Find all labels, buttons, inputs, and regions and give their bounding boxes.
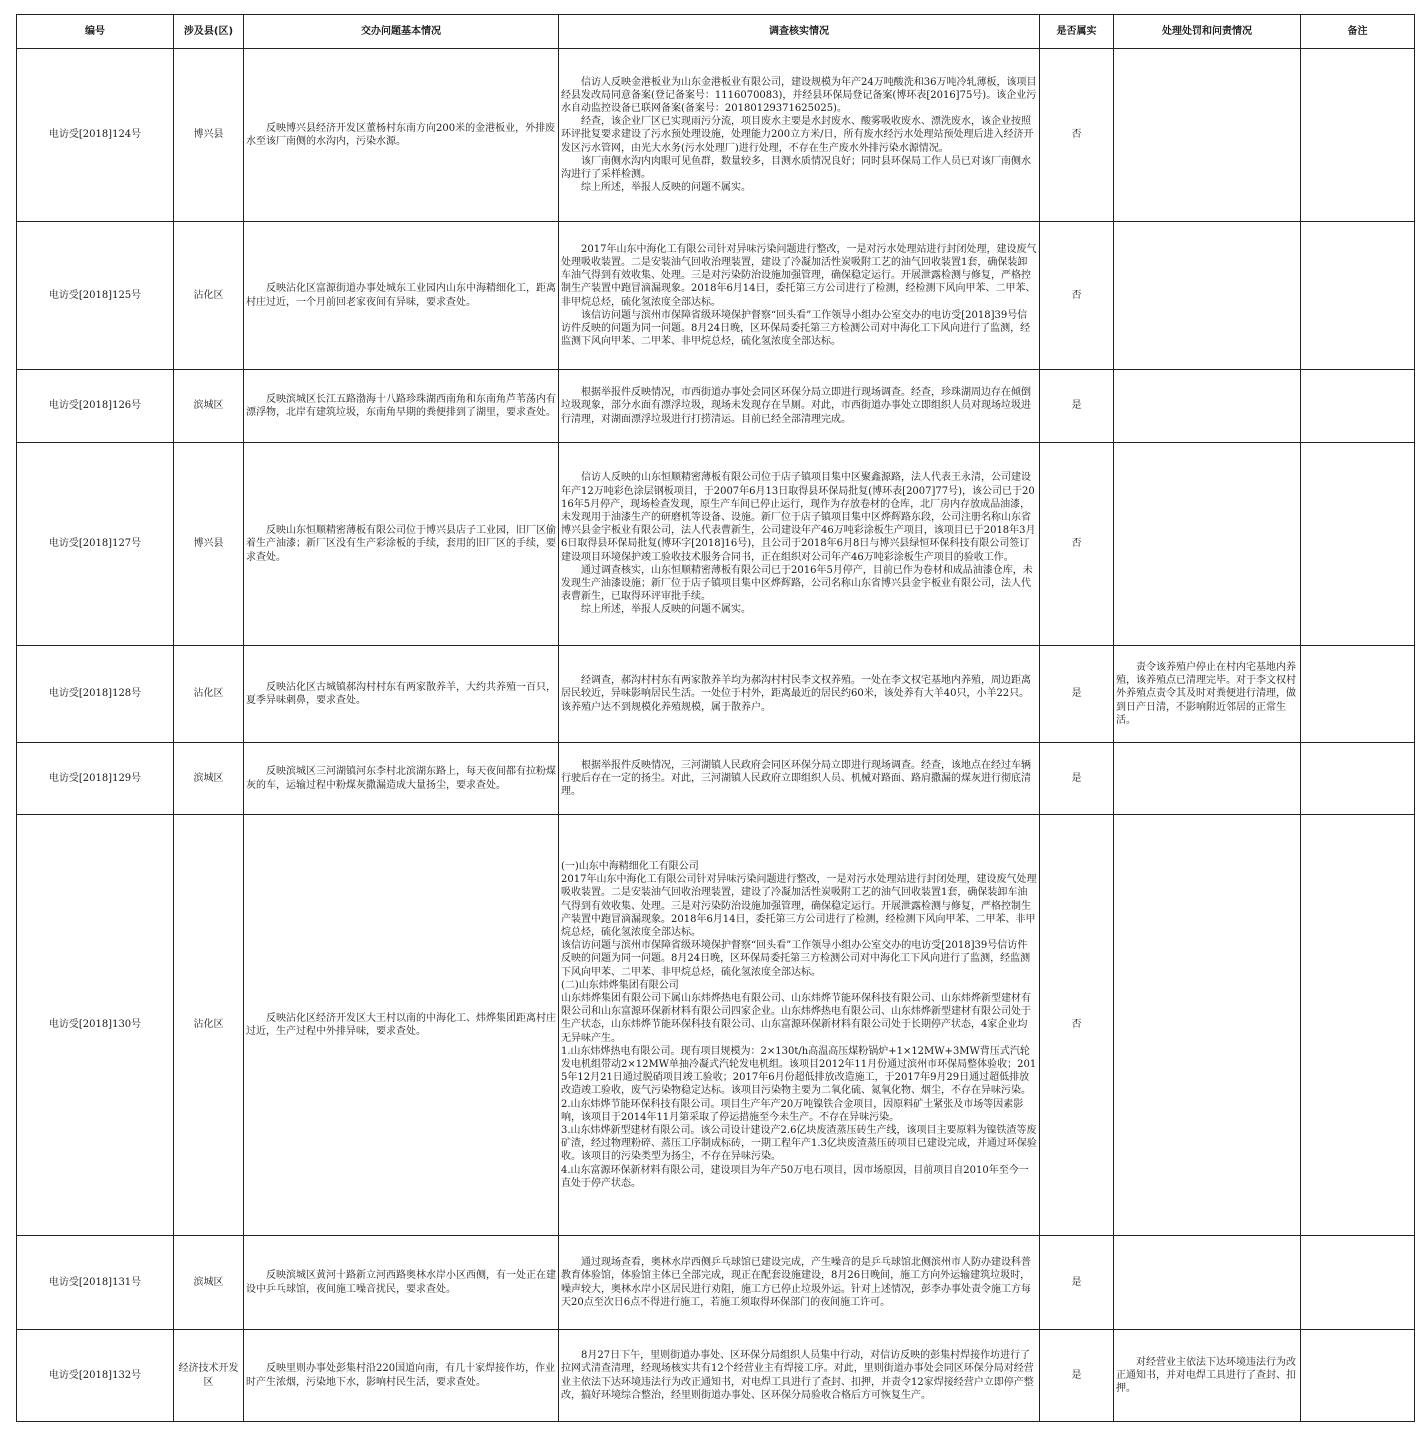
table-row: [17, 815, 1415, 1236]
issue-summary: [244, 370, 559, 443]
verification-paragraph: 3.山东炜烨新型建材有限公司。该公司设计建设产2.6亿块废渣蒸压砖生产线，该项目主要原料为镍铁渣等废矿渣，经过物理粉碎、蒸压工序制成标砖，一期工程年产1.3亿块废渣蒸压砖项目已建设完成，并通过环保验收。该项目的污染类型为扬尘，不存在异味污染。: [561, 1125, 1037, 1163]
verification-details: [559, 646, 1040, 743]
penalty-text: 责令该养殖户停止在村内宅基地内养殖，该养殖点已清理完毕。对于李文权村外养殖点责令其及时对粪便进行清理，做到日产日清，不影响附近邻居的正常生活。: [1116, 661, 1296, 726]
issue-summary: [244, 1236, 559, 1330]
verification-details: [559, 1330, 1040, 1422]
is-true-flag: 是: [1040, 1236, 1114, 1330]
penalty-and-accountability: [1114, 646, 1301, 743]
case-id: 电访受[2018]131号: [17, 1236, 174, 1330]
penalty-and-accountability: [1114, 1236, 1301, 1330]
county: 博兴县: [174, 443, 244, 646]
verification-details: [559, 1236, 1040, 1330]
table-row: [17, 743, 1415, 815]
remarks: [1301, 443, 1415, 646]
county: 经济技术开发区: [174, 1330, 244, 1422]
county: 沾化区: [174, 222, 244, 370]
is-true-flag: 否: [1040, 443, 1114, 646]
penalty-and-accountability: [1114, 49, 1301, 222]
verification-paragraph: (二)山东炜烨集团有限公司: [561, 979, 679, 991]
verification-paragraph: 2017年山东中海化工有限公司针对异味污染问题进行整改，一是对污水处理站进行封闭处理，建设废气处理吸收装置。二是安装油气回收治理装置，建设了冷凝加活性炭吸附工艺的油气回收装置1套，确保装卸车油气得到有效收集、处理。三是对污染防治设施加强管理，确保稳定运行。开展泄露检测与修复，严格控制生产装置中跑冒滴漏现象。2018年6月14日，委托第三方公司进行了检测，经检测下风向甲苯、二甲苯、非甲烷总烃，硫化氢浓度全部达标。: [561, 243, 1037, 308]
case-id: 电访受[2018]125号: [17, 222, 174, 370]
verification-paragraph: 该信访问题与滨州市保障省级环境保护督察“回头看”工作领导小组办公室交办的电访受[2018]39号信访件反映的问题为同一问题。8月24日晚，区环保局委托第三方检测公司对中海化工下风向进行了监测，经监测下风向甲苯、二甲苯、非甲烷总烃，硫化氢浓度全部达标。: [561, 309, 1031, 348]
case-id: 电访受[2018]124号: [17, 49, 174, 222]
table-body: [17, 49, 1415, 1422]
issue-summary: [244, 443, 559, 646]
verification-paragraph: 经查，该企业厂区已实现雨污分流，项目废水主要是水封废水、酸雾吸收废水、漂洗废水，该企业按照环评批复要求建设了污水预处理设施，处理能力200立方米/日，所有废水经污水处理站预处理后进入经济开发区污水管网，由光大水务(污水处理厂)进行处理，不存在生产废水外排污染水源情况。: [561, 116, 1034, 154]
issue-text: 反映滨城区长江五路渤海十八路珍珠湖西南角和东南角芦苇荡内有漂浮物，北岸有建筑垃圾，东南角早期的粪便排到了湖里，要求查处。: [246, 393, 556, 418]
penalty-text: 对经营业主依法下达环境违法行为改正通知书，并对电焊工具进行了查封、扣押。: [1116, 1356, 1296, 1395]
issue-text: 反映滨城区黄河十路新立河西路奥林水岸小区西侧，有一处正在建设中乒乓球馆，夜间施工噪音扰民，要求查处。: [246, 1270, 556, 1295]
is-true-flag: 是: [1040, 646, 1114, 743]
issue-text: 反映博兴县经济开发区董杨村东南方向200米的金港板业，外排废水至该厂南侧的水沟内，污染水源。: [246, 122, 556, 147]
is-true-flag: 否: [1040, 815, 1114, 1236]
verification-details: [559, 443, 1040, 646]
col-header-real: 是否属实: [1040, 15, 1114, 49]
table-row: [17, 370, 1415, 443]
remarks: [1301, 743, 1415, 815]
penalty-and-accountability: [1114, 370, 1301, 443]
verification-paragraph: 综上所述，举报人反映的问题不属实。: [581, 182, 751, 194]
verification-details: [559, 222, 1040, 370]
remarks: [1301, 222, 1415, 370]
remarks: [1301, 815, 1415, 1236]
county: 滨城区: [174, 370, 244, 443]
remarks: [1301, 370, 1415, 443]
issue-text: 反映里则办事处彭集村沿220国道向南，有几十家焊接作坊，作业时产生浓烟，污染地下水，影响村民生活，要求查处。: [246, 1363, 556, 1388]
case-id: 电访受[2018]132号: [17, 1330, 174, 1422]
county: 沾化区: [174, 815, 244, 1236]
table-row: [17, 222, 1415, 370]
issue-summary: [244, 815, 559, 1236]
is-true-flag: 否: [1040, 222, 1114, 370]
remarks: [1301, 1330, 1415, 1422]
is-true-flag: 是: [1040, 370, 1114, 443]
issue-text: 反映山东恒顺精密薄板有限公司位于博兴县店子工业园，旧厂区偷着生产油漆；新厂区没有生产彩涂板的手续，套用的旧厂区的手续，要求查处。: [246, 525, 556, 563]
verification-paragraph: 综上所述，举报人反映的问题不属实。: [581, 604, 751, 616]
issue-summary: [244, 646, 559, 743]
verification-paragraph: 山东炜烨集团有限公司下属山东炜烨热电有限公司、山东炜烨节能环保科技有限公司、山东炜烨新型建材有限公司和山东富源环保新材料有限公司四家企业。山东炜烨热电有限公司、山东炜烨新型建材有限公司处于生产状态，山东炜烨节能环保科技有限公司、山东富源环保新材料有限公司处于长期停产状态，4家企业均无异味产生。: [561, 992, 1031, 1044]
issue-summary: [244, 1330, 559, 1422]
issue-text: 反映滨城区三河湖镇河东李村北滨湖东路上，每天夜间都有拉粉煤灰的车，运输过程中粉煤灰撒漏造成大量扬尘，要求查处。: [246, 766, 556, 791]
penalty-and-accountability: [1114, 815, 1301, 1236]
header-row: [17, 15, 1415, 49]
penalty-and-accountability: [1114, 743, 1301, 815]
verification-paragraph: 1.山东炜烨热电有限公司。现有项目规模为：2×130t/h高温高压煤粉锅炉+1×12MW+3MW背压式汽轮发电机组带动2×12MW单抽冷凝式汽轮发电机组。该项目2012年11月份通过滨州市环保局整体验收；2015年12月21日通过脱硝项目竣工验收；2017年6月份超低排放改造施工，于2017年9月29日通过超低排放改造竣工验收，废气污染物稳定达标。该项目污染物主要为二氧化硫、氮氧化物、烟尘，不存在异味污染。: [561, 1045, 1037, 1097]
verification-paragraph: 2.山东炜烨节能环保科技有限公司。项目生产年产20万吨镍铁合金项目，因原料矿土紧张及市场等因素影响，该项目于2014年11月第采取了停运措施至今未生产。不存在异味污染。: [561, 1098, 1024, 1123]
table-row: [17, 646, 1415, 743]
case-id: 电访受[2018]128号: [17, 646, 174, 743]
verification-paragraph: 经调查，郝沟村村东有两家散养羊均为郝沟村村民李文权养殖。一处在李文权宅基地内养殖，周边距离居民较近，异味影响居民生活。一处位于村外，距离最近的居民约60米，该处养有大羊40只，小羊22只。该养殖户达不到规模化养殖规模，属于散养户。: [561, 675, 1031, 713]
verification-paragraph: 根据举报件反映情况，三河湖镇人民政府会同区环保分局立即进行现场调查。经查，该地点在经过车辆行驶后存在一定的扬尘。对此，三河湖镇人民政府立即组织人员、机械对路面、路肩撒漏的煤灰进行彻底清理。: [561, 759, 1031, 798]
case-id: 电访受[2018]129号: [17, 743, 174, 815]
verification-details: [559, 49, 1040, 222]
penalty-and-accountability: [1114, 1330, 1301, 1422]
verification-paragraph: 8月27日下午，里则街道办事处、区环保分局组织人员集中行动，对信访反映的彭集村焊接作坊进行了拉网式清查清理，经现场核实共有12个经营业主有焊接工序。对此，里则街道办事处会同区环保分局对经营业主依法下达环境违法行为改正通知书，对电焊工具进行了查封、扣押，并责令12家焊接经营户立即停产整改，搞好环境综合整治，经里则街道办事处、区环保分局验收合格后方可恢复生产。: [561, 1350, 1034, 1401]
table-row: [17, 1330, 1415, 1422]
is-true-flag: 否: [1040, 49, 1114, 222]
remarks: [1301, 49, 1415, 222]
report-sheet: [16, 14, 1414, 1422]
verification-paragraph: 4.山东富源环保新材料有限公司，建设项目为年产50万电石项目，因市场原因，目前项目自2010年至今一直处于停产状态。: [561, 1164, 1029, 1189]
verification-paragraph: 2017年山东中海化工有限公司针对异味污染问题进行整改，一是对污水处理站进行封闭处理，建设废气处理吸收装置。二是安装油气回收治理装置，建设了冷凝加活性炭吸附工艺的油气回收装置1套，确保装卸车油气得到有效收集、处理。三是对污染防治设施加强管理，确保稳定运行。开展泄露检测与修复，严格控制生产装置中跑冒滴漏现象。2018年6月14日，委托第三方公司进行了检测，经检测下风向甲苯、二甲苯、非甲烷总烃，硫化氢浓度全部达标。: [561, 874, 1037, 938]
col-header-note: 备注: [1301, 15, 1415, 49]
table-row: [17, 1236, 1415, 1330]
remarks: [1301, 646, 1415, 743]
county: 滨城区: [174, 743, 244, 815]
county: 沾化区: [174, 646, 244, 743]
col-header-issue: 交办问题基本情况: [244, 15, 559, 49]
is-true-flag: 是: [1040, 1330, 1114, 1422]
col-header-county: 涉及县(区): [174, 15, 244, 49]
county: 博兴县: [174, 49, 244, 222]
verification-paragraph: 该厂南侧水沟内肉眼可见鱼群，数量较多，目测水质情况良好；同时县环保局工作人员已对该厂南侧水沟进行了采样检测。: [561, 155, 1031, 180]
issue-summary: [244, 222, 559, 370]
verification-details: [559, 815, 1040, 1236]
petition-table: [16, 14, 1415, 1422]
case-id: 电访受[2018]130号: [17, 815, 174, 1236]
issue-summary: [244, 743, 559, 815]
verification-paragraph: 该信访问题与滨州市保障省级环境保护督察“回头看”工作领导小组办公室交办的电访受[2018]39号信访件反映的问题为同一问题。8月24日晚，区环保局委托第三方检测公司对中海化工下风向进行了监测，经监测下风向甲苯、二甲苯、非甲烷总烃，硫化氢浓度全部达标。: [561, 940, 1031, 978]
issue-text: 反映沾化区古城镇郝沟村村东有两家散养羊，大约共养殖一百只，夏季异味刺鼻，要求查处。: [246, 681, 556, 706]
col-header-verify: 调查核实情况: [559, 15, 1040, 49]
case-id: 电访受[2018]127号: [17, 443, 174, 646]
verification-paragraph: (一)山东中海精细化工有限公司: [561, 860, 699, 872]
verification-paragraph: 通过调查核实，山东恒顺精密薄板有限公司已于2016年5月停产，目前已作为卷材和成品油漆仓库，未发现生产油漆设施；新厂位于店子镇项目集中区烨辉路，公司名称山东省博兴县金宇板业有限公司，法人代表曹新生，已取得环评审批手续。: [561, 564, 1033, 603]
table-row: [17, 443, 1415, 646]
issue-text: 反映沾化区经济开发区大王村以南的中海化工、炜烨集团距离村庄过近，生产过程中外排异味，要求查处。: [246, 1012, 556, 1037]
issue-summary: [244, 49, 559, 222]
penalty-and-accountability: [1114, 222, 1301, 370]
col-header-penalty: 处理处罚和问责情况: [1114, 15, 1301, 49]
verification-paragraph: 通过现场查看，奥林水岸西侧乒乓球馆已建设完成，产生噪音的是乒乓球馆北侧滨州市人防办建设科普教育体验馆，体验馆主体已全部完成，现正在配套设施建设，8月26日晚间，施工方向外运输建筑垃圾时，噪声较大，奥林水岸小区居民进行劝阻，施工方已停止垃圾外运。针对上述情况，彭李办事处责令施工方每天20点至次日6点不得进行施工，若施工须取得环保部门的夜间施工许可。: [561, 1257, 1031, 1308]
remarks: [1301, 1236, 1415, 1330]
verification-details: [559, 370, 1040, 443]
penalty-and-accountability: [1114, 443, 1301, 646]
verification-details: [559, 743, 1040, 815]
col-header-id: 编号: [17, 15, 174, 49]
verification-paragraph: 信访人反映金港板业为山东金港板业有限公司，建设规模为年产24万吨酸洗和36万吨冷轧薄板，该项目经县发改局同意备案(登记备案号：1116070083)，并经县环保局登记备案(博环表[2016]75号)。该企业污水自动监控设备已联网备案(备案号：20180129371625025)。: [561, 76, 1037, 114]
issue-text: 反映沾化区富源街道办事处城东工业园内山东中海精细化工，距离村庄过近，一个月前回老家夜间有异味，要求查处。: [246, 283, 556, 308]
county: 滨城区: [174, 1236, 244, 1330]
table-row: [17, 49, 1415, 222]
is-true-flag: 是: [1040, 743, 1114, 815]
verification-paragraph: 信访人反映的山东恒顺精密薄板有限公司位于店子镇项目集中区聚鑫源路，法人代表王永清，公司建设年产12万吨彩色涂层钢板项目，于2007年6月13日取得县环保局批复(博环表[2007]77号)，该公司已于2016年5月停产，现场检查发现，原生产车间已停止运行，现作为存放卷材的仓库，北厂房内存放成品油漆，未发现用于油漆生产的研磨机等设备、设施。新厂位于店子镇项目集中区烨辉路东段，公司注册名称山东省博兴县金宇板业有限公司，法人代表曹新生，公司建设年产46万吨彩涂板生产项目，该项目已于2018年3月6日取得县环保局批复(博环字[2018]16号)，且公司于2018年6月8日与博兴县绿恒环保科技有限公司签订建设项目环境保护竣工验收技术服务合同书，正在组织对公司年产46万吨彩涂板生产项目的验收工作。: [561, 472, 1036, 563]
verification-paragraph: 根据举报件反映情况，市西街道办事处会同区环保分局立即进行现场调查。经查，珍珠湖周边存在倾倒垃圾现象，部分水面有漂浮垃圾，现场未发现存在旱厕。对此，市西街道办事处立即组织人员对现场垃圾进行清理，对湖面漂浮垃圾进行打捞清运。目前已经全部清理完成。: [561, 387, 1031, 425]
case-id: 电访受[2018]126号: [17, 370, 174, 443]
